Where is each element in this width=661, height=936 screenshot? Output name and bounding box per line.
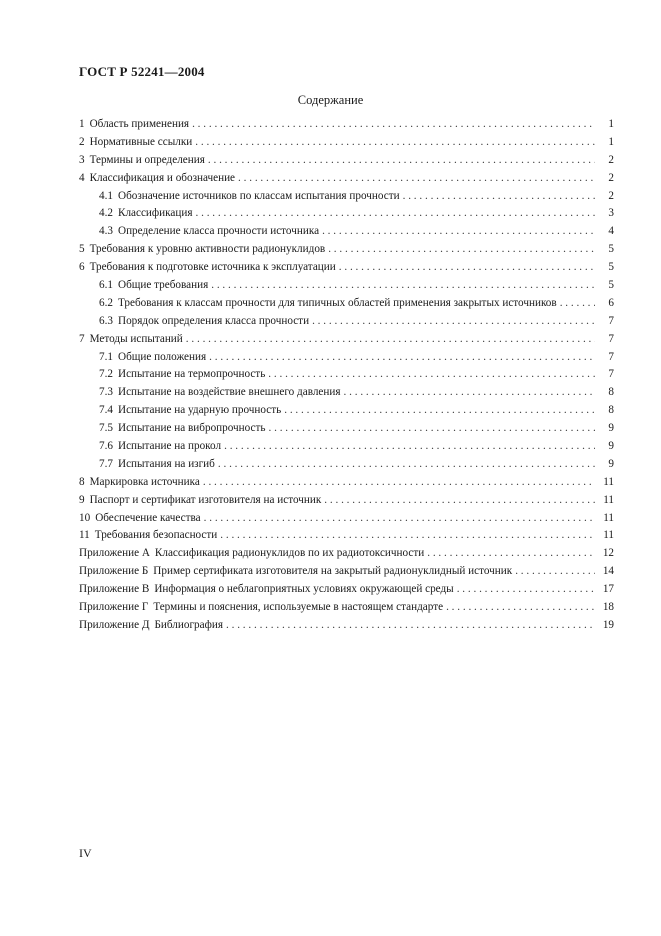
toc-entry-label: Нормативные ссылки <box>89 135 193 148</box>
toc-entry[interactable] <box>79 601 614 619</box>
toc-leader-dots <box>218 458 595 470</box>
toc-entry-page: 7 <box>608 332 614 345</box>
toc-entry-page: 5 <box>608 243 614 256</box>
toc-leader-dots <box>238 172 595 184</box>
toc-entry[interactable] <box>79 279 614 297</box>
toc-leader-dots <box>284 404 595 416</box>
toc-entry[interactable] <box>79 529 614 547</box>
toc-entry-page: 4 <box>608 225 614 238</box>
toc-entry-page: 11 <box>603 511 614 524</box>
toc-entry-number: 7.3 <box>99 386 113 399</box>
toc-entry-number: 7.5 <box>99 422 113 435</box>
toc-entry[interactable] <box>79 190 614 208</box>
toc-entry[interactable] <box>79 207 614 225</box>
toc-entry-number: 7.7 <box>99 457 113 470</box>
toc-entry-page: 5 <box>608 279 614 292</box>
toc-entry-number: 7.2 <box>99 368 113 381</box>
toc-entry-number: 11 <box>79 529 90 542</box>
toc-entry[interactable] <box>79 476 614 494</box>
toc-entry-page: 2 <box>608 153 614 166</box>
toc-entry-page: 8 <box>608 404 614 417</box>
toc-entry-number: Приложение Д <box>79 618 150 631</box>
toc-leader-dots <box>427 547 595 559</box>
toc-entry-label: Классификация и обозначение <box>89 171 236 184</box>
toc-entry-label: Требования безопасности <box>94 529 218 542</box>
toc-leader-dots <box>220 529 595 541</box>
toc-entry[interactable] <box>79 422 614 440</box>
toc-leader-dots <box>204 512 595 524</box>
toc-leader-dots <box>224 440 595 452</box>
toc-entry-page: 14 <box>602 565 614 578</box>
toc-entry[interactable] <box>79 619 614 637</box>
toc-entry[interactable] <box>79 154 614 172</box>
toc-entry[interactable] <box>79 547 614 565</box>
toc-entry[interactable] <box>79 315 614 333</box>
toc-leader-dots <box>196 207 595 219</box>
toc-leader-dots <box>211 279 595 291</box>
toc-entry[interactable] <box>79 494 614 512</box>
standard-header: ГОСТ Р 52241—2004 <box>79 64 205 79</box>
toc-entry-page: 19 <box>602 618 614 631</box>
toc-entry-number: 4.1 <box>99 189 113 202</box>
toc-entry-label: Испытание на воздействие внешнего давления <box>117 386 341 399</box>
toc-entry[interactable] <box>79 225 614 243</box>
toc-leader-dots <box>186 333 595 345</box>
toc-entry-number: 6.1 <box>99 279 113 292</box>
toc-entry-page: 7 <box>608 350 614 363</box>
toc-leader-dots <box>515 565 595 577</box>
toc-entry-number: 7.4 <box>99 404 113 417</box>
toc-entry-label: Испытание на прокол <box>117 440 222 453</box>
toc-entry-label: Обозначение источников по классам испытания прочности <box>117 189 400 202</box>
toc-entry-number: 8 <box>79 475 85 488</box>
toc-entry[interactable] <box>79 172 614 190</box>
toc-entry[interactable] <box>79 261 614 279</box>
toc-entry-number: Приложение В <box>79 583 150 596</box>
toc-entry[interactable] <box>79 136 614 154</box>
toc-entry-page: 1 <box>608 135 614 148</box>
toc-entry[interactable] <box>79 243 614 261</box>
toc-entry-page: 6 <box>608 296 614 309</box>
toc-entry-label: Термины и пояснения, используемые в настоящем стандарте <box>153 601 444 614</box>
toc-entry[interactable] <box>79 440 614 458</box>
toc-leader-dots <box>457 583 595 595</box>
toc-entry-page: 11 <box>603 529 614 542</box>
toc-entry-label: Определение класса прочности источника <box>117 225 320 238</box>
toc-entry-number: 5 <box>79 243 85 256</box>
toc-entry-number: 4 <box>79 171 85 184</box>
toc-entry[interactable] <box>79 351 614 369</box>
toc-entry-label: Термины и определения <box>89 153 205 166</box>
toc-entry[interactable] <box>79 368 614 386</box>
toc-entry-number: Приложение Г <box>79 601 149 614</box>
toc-entry-label: Паспорт и сертификат изготовителя на источник <box>89 493 322 506</box>
toc-leader-dots <box>328 243 595 255</box>
toc-entry-page: 2 <box>608 171 614 184</box>
toc-leader-dots <box>226 619 595 631</box>
toc-leader-dots <box>446 601 595 613</box>
toc-entry-label: Испытание на ударную прочность <box>117 404 282 417</box>
toc-entry-page: 3 <box>608 207 614 220</box>
toc-entry-label: Испытание на термопрочность <box>117 368 266 381</box>
toc-entry-number: Приложение А <box>79 547 150 560</box>
toc-entry-label: Требования к подготовке источника к эксплуатации <box>89 261 336 274</box>
toc-entry-page: 7 <box>608 368 614 381</box>
toc-leader-dots <box>324 494 595 506</box>
toc-entry[interactable] <box>79 386 614 404</box>
toc-entry[interactable] <box>79 404 614 422</box>
toc-entry-number: 7 <box>79 332 85 345</box>
toc-entry-number: 4.3 <box>99 225 113 238</box>
toc-entry-label: Пример сертификата изготовителя на закрытый радионуклидный источник <box>153 565 513 578</box>
toc-leader-dots <box>403 190 595 202</box>
toc-entry-page: 11 <box>603 493 614 506</box>
toc-entry-number: 3 <box>79 153 85 166</box>
toc-entry[interactable] <box>79 118 614 136</box>
toc-leader-dots <box>195 136 595 148</box>
toc-entry-page: 9 <box>608 440 614 453</box>
toc-entry-page: 2 <box>608 189 614 202</box>
toc-entry-label: Маркировка источника <box>89 475 200 488</box>
toc-entry[interactable] <box>79 297 614 315</box>
toc-entry-label: Требования к уровню активности радионуклидов <box>89 243 326 256</box>
toc-entry-number: 4.2 <box>99 207 113 220</box>
toc-entry-page: 12 <box>602 547 614 560</box>
toc-leader-dots <box>203 476 595 488</box>
toc-leader-dots <box>208 154 595 166</box>
toc-entry-label: Испытание на вибропрочность <box>117 422 266 435</box>
toc-entry-label: Общие положения <box>117 350 207 363</box>
table-of-contents <box>79 118 614 637</box>
toc-entry-page: 5 <box>608 261 614 274</box>
toc-leader-dots <box>344 386 595 398</box>
toc-leader-dots <box>322 225 595 237</box>
toc-entry-number: 7.1 <box>99 350 113 363</box>
toc-entry-number: 7.6 <box>99 440 113 453</box>
toc-leader-dots <box>269 422 596 434</box>
toc-entry-number: 2 <box>79 135 85 148</box>
toc-entry-label: Классификация радионуклидов по их радиотоксичности <box>154 547 425 560</box>
toc-entry-label: Общие требования <box>117 279 209 292</box>
toc-entry-page: 1 <box>608 118 614 130</box>
toc-entry[interactable] <box>79 583 614 601</box>
toc-entry-page: 11 <box>603 475 614 488</box>
toc-leader-dots <box>339 261 595 273</box>
toc-leader-dots <box>209 351 595 363</box>
toc-entry[interactable] <box>79 458 614 476</box>
toc-entry[interactable] <box>79 333 614 351</box>
toc-entry-number: Приложение Б <box>79 565 149 578</box>
toc-entry-number: 6.3 <box>99 314 113 327</box>
toc-entry-label: Область применения <box>89 118 190 130</box>
toc-entry-label: Порядок определения класса прочности <box>117 314 310 327</box>
toc-entry[interactable] <box>79 565 614 583</box>
toc-entry-page: 7 <box>608 314 614 327</box>
toc-entry-page: 9 <box>608 422 614 435</box>
toc-entry-label: Классификация <box>117 207 193 220</box>
toc-entry-number: 6 <box>79 261 85 274</box>
toc-entry-number: 10 <box>79 511 91 524</box>
toc-entry-label: Испытания на изгиб <box>117 457 215 470</box>
toc-entry[interactable] <box>79 512 614 530</box>
toc-entry-page: 9 <box>608 457 614 470</box>
toc-title: Содержание <box>297 93 364 107</box>
toc-entry-label: Требования к классам прочности для типичных областей применения закрытых источников <box>117 296 557 309</box>
toc-entry-page: 17 <box>602 583 614 596</box>
toc-leader-dots <box>312 315 595 327</box>
toc-leader-dots <box>268 368 595 380</box>
toc-entry-page: 8 <box>608 386 614 399</box>
toc-leader-dots <box>192 118 595 130</box>
toc-entry-number: 6.2 <box>99 296 113 309</box>
page-number: IV <box>79 846 92 860</box>
toc-entry-label: Библиография <box>154 618 224 631</box>
toc-entry-label: Обеспечение качества <box>95 511 201 524</box>
toc-entry-number: 1 <box>79 118 85 130</box>
toc-entry-number: 9 <box>79 493 85 506</box>
toc-entry-label: Информация о неблагоприятных условиях окружающей среды <box>154 583 454 596</box>
toc-entry-page: 18 <box>602 601 614 614</box>
toc-leader-dots <box>560 297 595 309</box>
toc-entry-label: Методы испытаний <box>89 332 183 345</box>
